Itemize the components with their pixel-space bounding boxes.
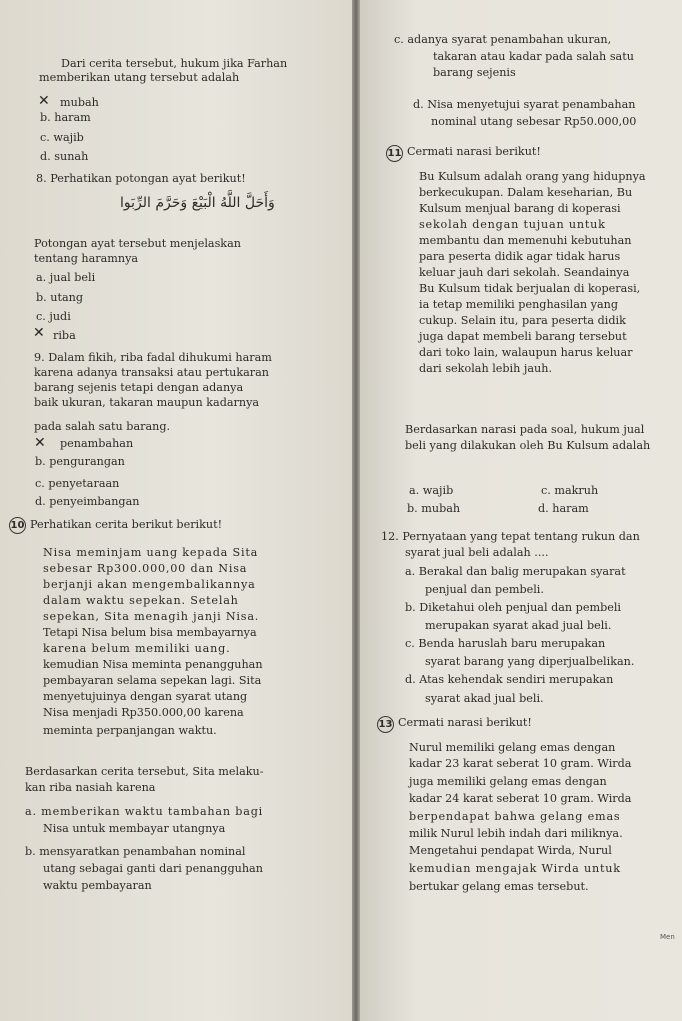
q9-stem-line: barang sejenis tetapi dengan adanya (34, 381, 244, 394)
q7-stem-line: Dari cerita tersebut, hukum jika Farhan (61, 57, 288, 70)
q10-story-line: Nisa menjadi Rp350.000,00 karena (43, 706, 244, 719)
q10-option-b-cont: utang sebagai ganti dari penangguhan (43, 862, 263, 875)
q8-stem: 8. Perhatikan potongan ayat berikut! (36, 172, 246, 185)
q7-stem-line: memberikan utang tersebut adalah (39, 71, 240, 84)
q11-option-d: d. haram (538, 502, 589, 515)
q8-text-line: tentang haramnya (34, 252, 139, 265)
q12-option-a: a. Berakal dan balig merupakan syarat (405, 565, 626, 578)
q12-option-d-cont: syarat akad jual beli. (425, 692, 544, 705)
q11-narrative-line: berkecukupan. Dalam keseharian, Bu (419, 186, 633, 199)
q8-option-d: riba (53, 329, 76, 342)
q13-narrative-line: kadar 24 karat seberat 10 gram. Wirda (409, 792, 632, 805)
q9-option-b: b. pengurangan (35, 455, 125, 468)
q10-option-b-cont: waktu pembayaran (43, 879, 152, 892)
q10-story-line: menyetujuinya dengan syarat utang (43, 690, 248, 703)
q10-story-line: dalam waktu sepekan. Setelah (43, 594, 239, 607)
q11-narrative-line: juga dapat membeli barang tersebut (419, 330, 627, 343)
q10-story-line: sebesar Rp300.000,00 dan Nisa (43, 562, 248, 575)
q7-option-a: mubah (60, 96, 99, 109)
q10-story-line: pembayaran selama sepekan lagi. Sita (43, 674, 262, 687)
book-spine (352, 0, 360, 1021)
q7-option-d: d. sunah (40, 150, 89, 163)
q11-narrative-line: dari toko lain, walaupun harus keluar (419, 346, 633, 359)
q12-option-c-cont: syarat barang yang diperjualbelikan. (425, 655, 635, 668)
q13-narrative-line: juga memiliki gelang emas dengan (409, 775, 607, 788)
q11-option-c: c. makruh (541, 484, 599, 497)
q11-narrative-line: dari sekolah lebih jauh. (419, 362, 553, 375)
q10-option-d-cont: nominal utang sebesar Rp50.000,00 (431, 115, 637, 128)
q10-option-a-cont: Nisa untuk membayar utangnya (43, 822, 226, 835)
q11-narrative-line: cukup. Selain itu, para peserta didik (419, 314, 626, 327)
q11-narrative-line: Kulsum menjual barang di koperasi (419, 202, 621, 215)
q10-stem: Perhatikan cerita berikut berikut! (30, 518, 223, 531)
q11-question-line: Berdasarkan narasi pada soal, hukum jual (405, 423, 645, 436)
q9-option-d: d. penyeimbangan (35, 495, 140, 508)
q8-option-c: c. judi (36, 310, 71, 323)
q10-option-a: a. memberikan waktu tambahan bagi (25, 805, 264, 818)
q13-narrative-line: milik Nurul lebih indah dari miliknya. (409, 827, 623, 840)
q11-narrative-line: keluar jauh dari sekolah. Seandainya (419, 266, 630, 279)
q11-narrative-line: para peserta didik agar tidak harus (419, 250, 621, 263)
q10-option-d: d. Nisa menyetujui syarat penambahan (413, 98, 636, 111)
q10-story-line: sepekan, Sita menagih janji Nisa. (43, 610, 260, 623)
q13-stem: Cermati narasi berikut! (398, 716, 532, 729)
q10-story-line: Nisa meminjam uang kepada Sita (43, 546, 259, 559)
q13-narrative-line: kadar 23 karat seberat 10 gram. Wirda (409, 757, 632, 770)
q7-option-b: b. haram (40, 111, 91, 124)
q10-option-b: b. mensyaratkan penambahan nominal (25, 845, 246, 858)
q11-number-badge: 11 (386, 145, 403, 162)
q9-option-a: penambahan (60, 437, 134, 450)
answer-cross-mark-icon: ✕ (33, 325, 45, 341)
q13-narrative-line: berpendapat bahwa gelang emas (409, 810, 621, 823)
q10-story-line: meminta perpanjangan waktu. (43, 724, 217, 737)
q11-narrative-line: membantu dan memenuhi kebutuhan (419, 234, 632, 247)
q12-option-c: c. Benda haruslah baru merupakan (405, 637, 606, 650)
q10-option-c: c. adanya syarat penambahan ukuran, (394, 33, 612, 46)
q9-stem-line: karena adanya transaksi atau pertukaran (34, 366, 269, 379)
q10-question-line: Berdasarkan cerita tersebut, Sita melaku- (25, 765, 264, 778)
q10-question-line: kan riba nasiah karena (25, 781, 156, 794)
q10-story-line: kemudian Nisa meminta penangguhan (43, 658, 263, 671)
q12-option-d: d. Atas kehendak sendiri merupakan (405, 673, 614, 686)
q8-text-line: Potongan ayat tersebut menjelaskan (34, 237, 241, 250)
q9-stem-line: pada salah satu barang. (34, 420, 171, 433)
q9-stem-line: baik ukuran, takaran maupun kadarnya (34, 396, 260, 409)
q13-narrative-line: Nurul memiliki gelang emas dengan (409, 741, 616, 754)
q11-question-line: beli yang dilakukan oleh Bu Kulsum adalah (405, 439, 651, 452)
q12-option-a-cont: penjual dan pembeli. (425, 583, 544, 596)
q8-ayat-arabic: وَأَحَلَّ اللَّهُ الْبَيْعَ وَحَرَّمَ الرِّبَوا (120, 195, 275, 211)
q13-narrative-line: kemudian mengajak Wirda untuk (409, 862, 621, 875)
q8-option-b: b. utang (36, 291, 84, 304)
q10-story-line: berjanji akan mengembalikannya (43, 578, 256, 591)
answer-cross-mark-icon: ✕ (38, 93, 50, 109)
q9-option-c: c. penyetaraan (35, 477, 120, 490)
q11-narrative-line: ia tetap memiliki penghasilan yang (419, 298, 618, 311)
q8-option-a: a. jual beli (36, 271, 96, 284)
q12-option-b-cont: merupakan syarat akad jual beli. (425, 619, 612, 632)
q10-option-c-cont: barang sejenis (433, 66, 516, 79)
q11-narrative-line: Bu Kulsum adalah orang yang hidupnya (419, 170, 646, 183)
q12-option-b: b. Diketahui oleh penjual dan pembeli (405, 601, 622, 614)
q10-story-line: karena belum memiliki uang. (43, 642, 231, 655)
q11-stem: Cermati narasi berikut! (407, 145, 541, 158)
q11-option-a: a. wajib (409, 484, 454, 497)
q11-option-b: b. mubah (407, 502, 461, 515)
page-corner-text: Men (660, 933, 675, 941)
answer-cross-mark-icon: ✕ (34, 435, 46, 451)
q11-narrative-line: sekolah dengan tujuan untuk (419, 218, 606, 231)
q10-option-c-cont: takaran atau kadar pada salah satu (433, 50, 634, 63)
q12-stem-line: syarat jual beli adalah .... (405, 546, 549, 559)
q13-narrative-line: bertukar gelang emas tersebut. (409, 880, 589, 893)
q11-narrative-line: Bu Kulsum tidak berjualan di koperasi, (419, 282, 641, 295)
q10-story-line: Tetapi Nisa belum bisa membayarnya (43, 626, 257, 639)
q10-number-badge: 10 (9, 517, 26, 534)
q7-option-c: c. wajib (40, 131, 84, 144)
q9-stem-line: 9. Dalam fikih, riba fadal dihukumi haram (34, 351, 272, 364)
q12-stem-line: 12. Pernyataan yang tepat tentang rukun dan (381, 530, 640, 543)
q13-narrative-line: Mengetahui pendapat Wirda, Nurul (409, 844, 612, 857)
q13-number-badge: 13 (377, 716, 394, 733)
